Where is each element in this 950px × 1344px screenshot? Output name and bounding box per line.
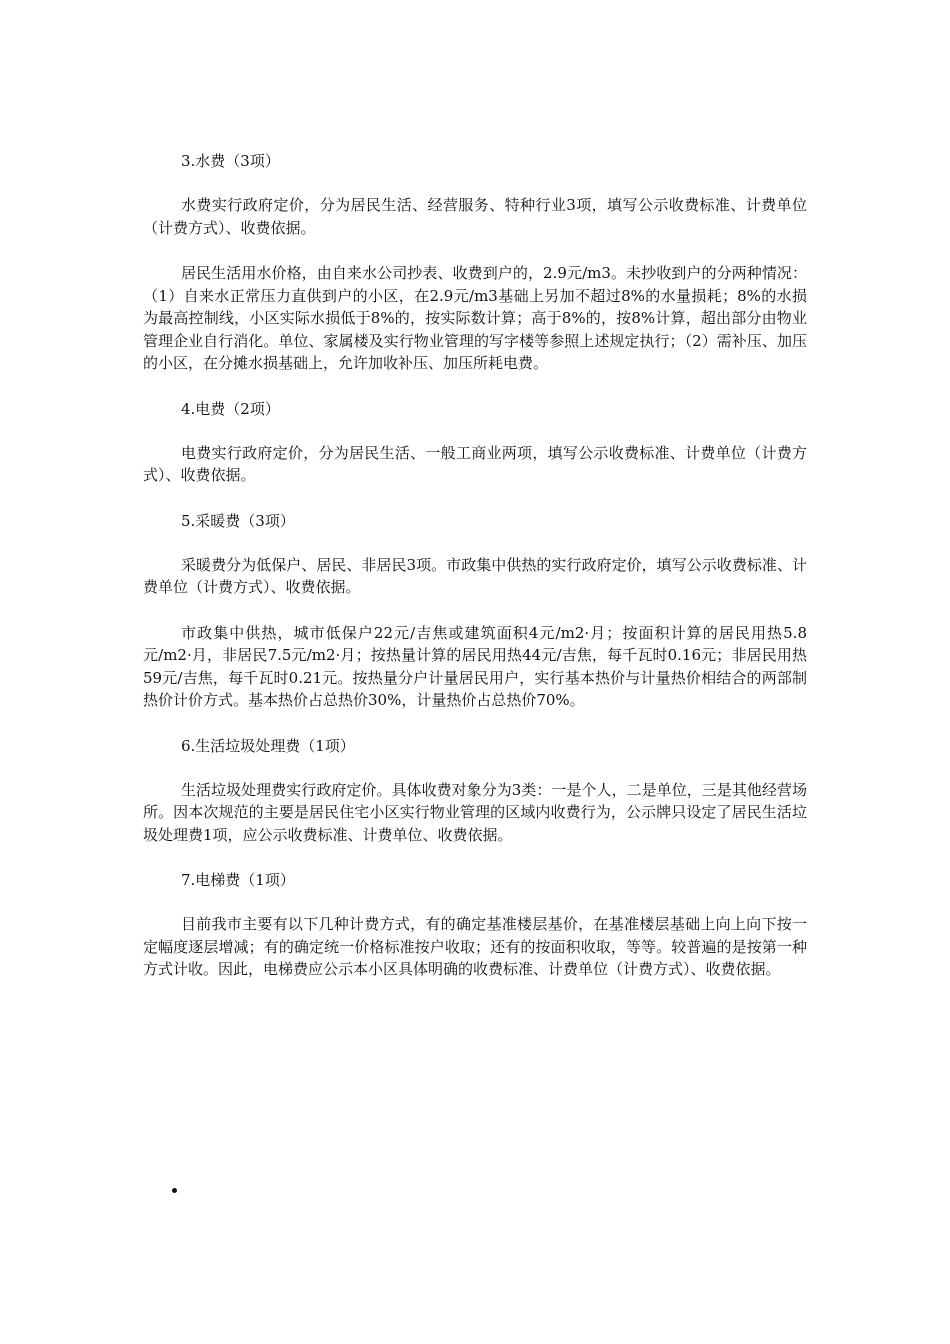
section-heading-heating: 5.采暖费（3项） (181, 511, 295, 530)
document-body (143, 150, 807, 1004)
paragraph-garbage-overview: 生活垃圾处理费实行政府定价。具体收费对象分为3类：一是个人，二是单位，三是其他经营场所。因本次规范的主要是居民住宅小区实行物业管理的区域内收费行为，公示牌只设定了居民生活垃圾处理费1项，应公示收费标准、计费单位、收费依据。 (143, 780, 807, 844)
section-heading-electricity: 4.电费（2项） (181, 399, 280, 418)
paragraph-water-overview: 水费实行政府定价，分为居民生活、经营服务、特种行业3项，填写公示收费标准、计费单位（计费方式）、收费依据。 (143, 196, 807, 237)
paragraph-electricity-overview: 电费实行政府定价，分为居民生活、一般工商业两项，填写公示收费标准、计费单位（计费方式）、收费依据。 (143, 443, 807, 484)
paragraph-heating-overview: 采暖费分为低保户、居民、非居民3项。市政集中供热的实行政府定价，填写公示收费标准、计费单位（计费方式）、收费依据。 (143, 555, 807, 596)
section-heading-garbage: 6.生活垃圾处理费（1项） (181, 736, 355, 755)
paragraph-heating-rates: 市政集中供热，城市低保户22元/吉焦或建筑面积4元/m2·月；按面积计算的居民用热5.8元/m2·月，非居民7.5元/m2·月；按热量计算的居民用热44元/吉焦，每千瓦时0.16元；非居民用热59元/吉焦，每千瓦时0.21元。按热量分户计量居民用户，实行基本热价与计量热价相结合的两部制热价计价方式。基本热价占总热价30%，计量热价占总热价70%。 (143, 623, 807, 709)
paragraph-elevator-overview: 目前我市主要有以下几种计费方式，有的确定基准楼层基价，在基准楼层基础上向上向下按一定幅度逐层增减；有的确定统一价格标准按户收取；还有的按面积收取，等等。较普遍的是按第一种方式计收。因此，电梯费应公示本小区具体明确的收费标准、计费单位（计费方式）、收费依据。 (143, 915, 807, 978)
section-heading-water: 3.水费（3项） (181, 152, 280, 170)
bullet-dot-icon (172, 1188, 177, 1193)
section-heading-elevator: 7.电梯费（1项） (181, 871, 295, 889)
paragraph-water-residential: 居民生活用水价格，由自来水公司抄表、收费到户的，2.9元/m3。未抄收到户的分两种情况：（1）自来水正常压力直供到户的小区，在2.9元/m3基础上另加不超过8%的水量损耗；8%的水损为最高控制线，小区实际水损低于8%的，按实际数计算；高于8%的，按8%计算，超出部分由物业管理企业自行消化。单位、家属楼及实行物业管理的写字楼等参照上述规定执行；（2）需补压、加压的小区，在分摊水损基础上，允许加收补压、加压所耗电费。 (143, 264, 807, 372)
